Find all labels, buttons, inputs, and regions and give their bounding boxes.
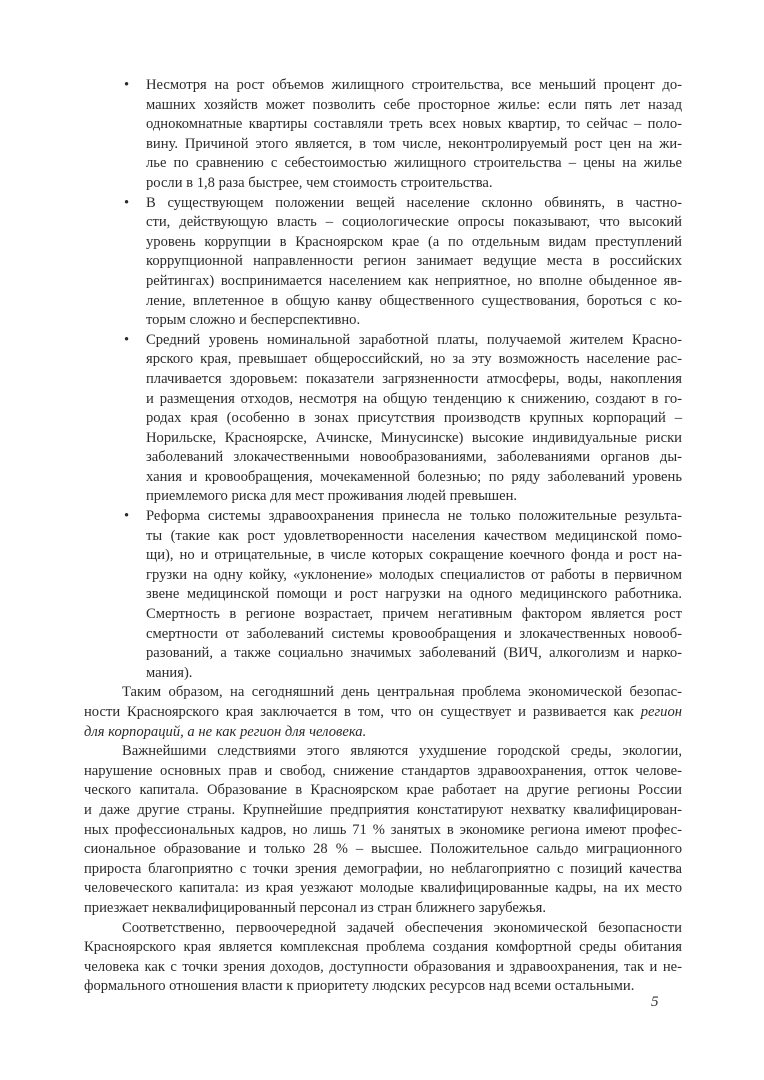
bullet-icon: • xyxy=(124,331,130,348)
text-line: прироста благоприятно с точки зрения демографии, но неблагоприятно с позиций качества xyxy=(84,860,682,877)
text-line: грузки на одну койку, «уклонение» молодых специалистов от работы в первичном xyxy=(146,566,682,583)
text-line: ление, вплетенное в общую канву общественного существования, бороться с ко- xyxy=(146,292,682,309)
bullet-item-corruption xyxy=(84,194,682,331)
text-line: щи), но и отрицательные, в числе которых сокращение коечного фонда и рост на- xyxy=(146,547,682,564)
text-line: уровень коррупции в Красноярском крае (а по отдельным видам преступлений xyxy=(146,233,682,250)
bullet-item-health-environment xyxy=(84,331,682,507)
text-line: ярского края, превышает общероссийский, но за эту возможность население рас- xyxy=(146,351,682,368)
text-line: формального отношения власти к приоритету людских ресурсов над всеми остальными. xyxy=(84,978,635,995)
bullet-item-housing xyxy=(84,76,682,194)
text-line xyxy=(84,723,682,743)
text-line: Соответственно, первоочередной задачей обеспечения экономической безопасности xyxy=(122,919,682,936)
text-line: ты (такие как рост удовлетворенности населения качеством медицинской помо- xyxy=(146,527,682,544)
bullet-item-healthcare-reform xyxy=(84,507,682,683)
bullet-list xyxy=(84,76,682,683)
text-line: рейтингах) воспринимается населением как неприятное, но вполне обыденное яв- xyxy=(146,272,682,289)
text-line: плачивается здоровьем: показатели загрязненности атмосферы, воды, накопления xyxy=(146,370,682,387)
text-line: приемлемого риска для мест проживания людей превышен. xyxy=(146,488,518,505)
paragraph-conclusion xyxy=(84,683,682,742)
text-line: однокомнатные квартиры составляли треть всех новых квартир, то сейчас – поло- xyxy=(146,116,682,133)
text-span: ности Красноярского края заключается в том, что он существует и развивается как xyxy=(84,704,641,720)
emphasis-text: регион xyxy=(640,704,682,720)
text-line xyxy=(84,703,682,723)
text-line: звене медицинской помощи и рост нагрузки на одного медицинского работника. xyxy=(146,586,682,603)
text-line: человеческого капитала: из края уезжают молодые квалифицированные кадры, на их место xyxy=(84,880,682,897)
text-line: ческого капитала. Образование в Красноярском крае работает на другие регионы России xyxy=(84,782,682,799)
text-line: Красноярского края является комплексная проблема создания комфортной среды обитания xyxy=(84,939,682,956)
text-line: Реформа системы здравоохранения принесла не только положительные результа- xyxy=(146,508,682,525)
text-line: хания и кровообращения, мочекаменной болезнью; по ряду заболеваний уровень xyxy=(146,468,682,485)
text-line: Средний уровень номинальной заработной платы, получаемой жителем Красно- xyxy=(146,331,682,348)
text-line: смертности от заболеваний системы кровообращения и злокачественных новооб- xyxy=(146,625,682,642)
document-page xyxy=(84,76,682,997)
text-line: мания). xyxy=(146,664,193,681)
text-line: человека как с точки зрения доходов, доступности образования и здравоохранения, так и не- xyxy=(84,958,682,975)
text-line: Таким образом, на сегодняшний день центральная проблема экономической безопас- xyxy=(122,684,682,701)
text-line: сти, действующую власть – социологические опросы показывают, что высокий xyxy=(146,214,682,231)
text-line: родах края (особенно в зонах присутствия производств крупных корпораций – xyxy=(146,410,682,427)
text-line: Смертность в регионе возрастает, причем негативным фактором является рост xyxy=(146,606,682,623)
text-line: коррупционной направленности регион занимает ведущие места в российских xyxy=(146,253,682,270)
text-line: заболеваний злокачественными новообразованиями, заболеваниями органов ды- xyxy=(146,449,682,466)
text-line: торым сложно и бесперспективно. xyxy=(146,312,361,329)
text-line: Важнейшими следствиями этого являются ухудшение городской среды, экологии, xyxy=(122,743,682,760)
text-line: нарушение основных прав и свобод, снижение стандартов здравоохранения, отток челове- xyxy=(84,762,682,779)
text-line: Несмотря на рост объемов жилищного строительства, все меньший процент до- xyxy=(146,77,682,93)
text-line: и даже другие страны. Крупнейшие предприятия констатируют нехватку квалифицирован- xyxy=(84,801,682,818)
bullet-icon: • xyxy=(124,194,130,211)
text-line: и размещения отходов, несмотря на общую тенденцию к снижению, создают в го- xyxy=(146,390,682,407)
text-line: Норильске, Красноярске, Ачинске, Минусинске) высокие индивидуальные риски xyxy=(146,429,682,446)
bullet-icon: • xyxy=(124,77,130,93)
text-line: ных профессиональных кадров, но лишь 71 % занятых в экономике региона имеют профес- xyxy=(84,821,682,838)
text-line: разований, а также социально значимых заболеваний (ВИЧ, алкоголизм и нарко- xyxy=(146,645,682,662)
text-line: машних хозяйств может позволить себе просторное жилье: если пять лет назад xyxy=(146,96,682,113)
text-line: В существующем положении вещей население склонно обвинять, в частно- xyxy=(146,194,682,211)
text-line: вину. Причиной этого является, в том числе, неконтролируемый рост цен на жи- xyxy=(146,135,682,152)
text-line: росли в 1,8 раза быстрее, чем стоимость строительства. xyxy=(146,174,493,191)
text-line: сиональное образование и только 28 % – высшее. Положительное сальдо миграционного xyxy=(84,841,682,858)
paragraph-priority-task xyxy=(84,919,682,997)
page-number: 5 xyxy=(651,994,659,1010)
bullet-icon: • xyxy=(124,508,130,525)
text-line: приезжает неквалифицированный персонал из стран ближнего зарубежья. xyxy=(84,899,546,916)
text-line: лье по сравнению с себестоимостью жилищного строительства – цены на жилье xyxy=(146,155,682,172)
emphasis-text: для корпораций, а не как регион для человека. xyxy=(84,723,367,740)
paragraph-consequences xyxy=(84,742,682,918)
